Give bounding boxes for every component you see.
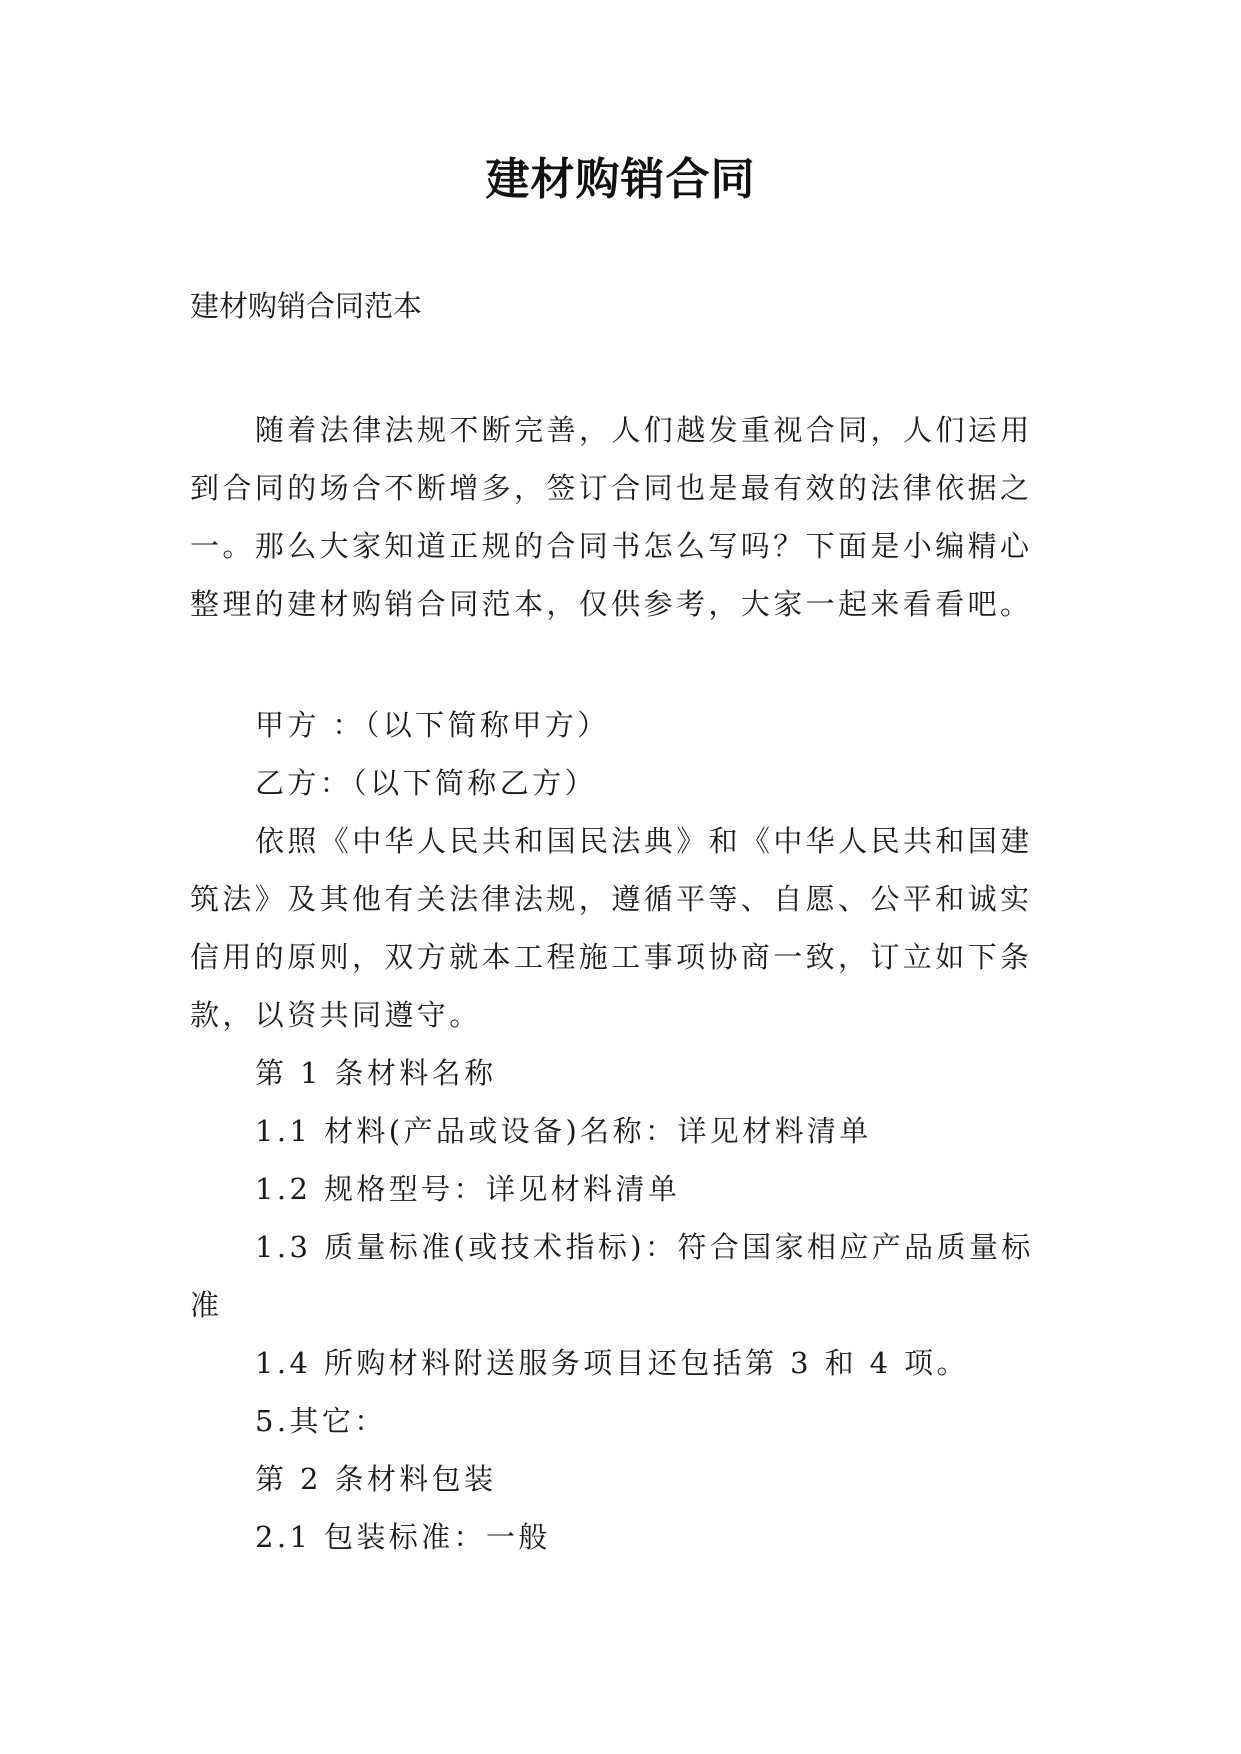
clause-1-3-continued: 准	[190, 1288, 223, 1322]
basis-line: 依照《中华人民共和国民法典》和《中华人民共和国建	[255, 824, 1033, 858]
party-a: 甲方 ：（以下简称甲方）	[255, 708, 610, 742]
clause-1-5: 5.其它：	[255, 1404, 387, 1438]
document-title: 建材购销合同	[485, 154, 756, 205]
clause-1-2: 1.2 规格型号：详见材料清单	[255, 1172, 681, 1206]
clause-1-4: 1.4 所购材料附送服务项目还包括第 3 和 4 项。	[255, 1346, 969, 1380]
basis-line: 筑法》及其他有关法律法规，遵循平等、自愿、公平和诚实	[190, 882, 1033, 916]
intro-line: 整理的建材购销合同范本，仅供参考，大家一起来看看吧。	[190, 587, 1033, 621]
clause-2-heading: 第 2 条材料包装	[255, 1462, 497, 1496]
basis-line: 款，以资共同遵守。	[190, 998, 482, 1032]
intro-line: 一。那么大家知道正规的合同书怎么写吗？下面是小编精心	[190, 529, 1033, 563]
party-b: 乙方：（以下简称乙方）	[255, 766, 597, 800]
document-subtitle: 建材购销合同范本	[190, 289, 423, 323]
clause-1-heading: 第 1 条材料名称	[255, 1056, 497, 1090]
clause-2-1: 2.1 包装标准：一般	[255, 1520, 551, 1554]
intro-line: 随着法律法规不断完善，人们越发重视合同，人们运用	[255, 413, 1033, 447]
intro-line: 到合同的场合不断增多，签订合同也是最有效的法律依据之	[190, 471, 1033, 505]
clause-1-1: 1.1 材料(产品或设备)名称：详见材料清单	[255, 1114, 872, 1148]
clause-1-3: 1.3 质量标准(或技术指标)：符合国家相应产品质量标	[255, 1230, 1034, 1264]
basis-line: 信用的原则，双方就本工程施工事项协商一致，订立如下条	[190, 940, 1033, 974]
